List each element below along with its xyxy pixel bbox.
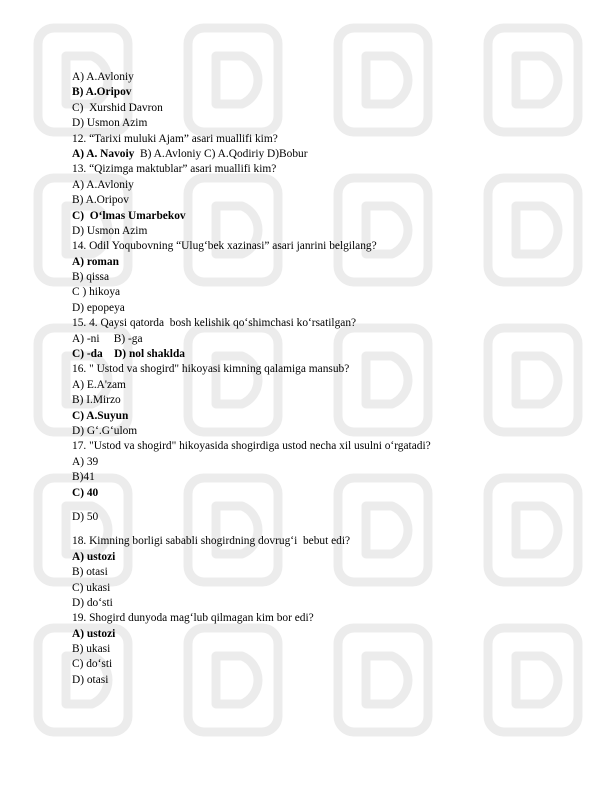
text-run: D) Usmon Azim bbox=[72, 224, 148, 237]
text-line bbox=[72, 627, 572, 642]
answer-text: A) ustozi bbox=[72, 627, 116, 640]
text-line bbox=[72, 347, 572, 362]
text-run: A) A.Avloniy bbox=[72, 71, 134, 83]
text-line bbox=[72, 424, 572, 439]
text-run: 13. “Qizimga maktublar” asari muallifi kim? bbox=[72, 163, 277, 176]
text-line bbox=[72, 657, 572, 672]
text-line bbox=[72, 470, 572, 485]
text-run: 15. 4. Qaysi qatorda bosh kelishik qo‘shimchasi ko‘rsatilgan? bbox=[72, 317, 357, 330]
text-run: A) 39 bbox=[72, 455, 99, 468]
text-run: B) otasi bbox=[72, 566, 108, 579]
answer-text: A) ustozi bbox=[72, 550, 116, 563]
answer-text: C) A.Suyun bbox=[72, 409, 129, 422]
text-line bbox=[72, 147, 572, 162]
text-run: 19. Shogird dunyoda mag‘lub qilmagan kim bor edi? bbox=[72, 612, 314, 625]
text-run: B) ukasi bbox=[72, 643, 111, 656]
text-line bbox=[72, 270, 572, 285]
text-run: D) G‘.G‘ulom bbox=[72, 424, 138, 437]
text-line bbox=[72, 534, 572, 549]
text-line bbox=[72, 673, 572, 688]
text-run: C) do‘sti bbox=[72, 658, 113, 671]
text-line bbox=[72, 611, 572, 626]
text-line bbox=[72, 486, 572, 501]
text-line bbox=[72, 116, 572, 131]
text-run: C) Xurshid Davron bbox=[72, 101, 163, 114]
text-run: D) 50 bbox=[72, 510, 99, 523]
text-run: A) -ni B) -ga bbox=[72, 332, 143, 345]
text-line bbox=[72, 550, 572, 565]
text-run: B) A.Avloniy C) A.Qodiriy D)Bobur bbox=[134, 147, 308, 160]
text-line bbox=[72, 439, 572, 454]
text-line bbox=[72, 362, 572, 377]
text-line bbox=[72, 393, 572, 408]
text-line bbox=[72, 178, 572, 193]
text-line bbox=[72, 378, 572, 393]
answer-text: C) O‘lmas Umarbekov bbox=[72, 209, 186, 222]
text-line bbox=[72, 301, 572, 316]
text-line bbox=[72, 85, 572, 100]
text-run: C ) hikoya bbox=[72, 286, 121, 299]
text-run: B) A.Oripov bbox=[72, 194, 129, 207]
text-line bbox=[72, 193, 572, 208]
text-line bbox=[72, 455, 572, 470]
text-run: B)41 bbox=[72, 471, 95, 484]
answer-text: A) roman bbox=[72, 255, 119, 268]
answer-text: C) 40 bbox=[72, 486, 99, 499]
text-line bbox=[72, 332, 572, 347]
text-line bbox=[72, 581, 572, 596]
text-line bbox=[72, 316, 572, 331]
answer-text: A) A. Navoiy bbox=[72, 147, 135, 160]
text-line bbox=[72, 642, 572, 657]
text-line bbox=[72, 596, 572, 611]
text-run: B) I.Mirzo bbox=[72, 394, 121, 407]
text-line bbox=[72, 239, 572, 254]
text-run: A) E.A'zam bbox=[72, 378, 126, 391]
text-line bbox=[72, 510, 572, 525]
text-run: A) A.Avloniy bbox=[72, 178, 134, 191]
text-run: D) epopeya bbox=[72, 301, 125, 314]
text-line bbox=[72, 162, 572, 177]
text-line bbox=[72, 101, 572, 116]
answer-text: B) A.Oripov bbox=[72, 86, 132, 99]
text-run: D) do‘sti bbox=[72, 596, 113, 609]
text-run: 17. "Ustod va shogird" hikoyasida shogirdiga ustod necha xil usulni o‘rgatadi? bbox=[72, 440, 431, 453]
document-body bbox=[72, 70, 572, 688]
text-line bbox=[72, 70, 572, 85]
text-run: C) ukasi bbox=[72, 581, 111, 594]
text-run: 16. " Ustod va shogird" hikoyasi kimning qalamiga mansub? bbox=[72, 363, 350, 376]
text-line bbox=[72, 409, 572, 424]
text-run: 14. Odil Yoqubovning “Ulug‘bek xazinasi” asari janrini belgilang? bbox=[72, 240, 377, 253]
text-line bbox=[72, 565, 572, 580]
text-run: 12. “Tarixi muluki Ajam” asari muallifi kim? bbox=[72, 132, 278, 145]
text-run: B) qissa bbox=[72, 271, 110, 284]
answer-text: C) -da D) nol shaklda bbox=[72, 348, 185, 361]
text-line bbox=[72, 209, 572, 224]
text-line bbox=[72, 285, 572, 300]
text-line bbox=[72, 132, 572, 147]
text-line bbox=[72, 255, 572, 270]
text-line bbox=[72, 224, 572, 239]
text-run: D) otasi bbox=[72, 673, 109, 686]
text-run: D) Usmon Azim bbox=[72, 117, 148, 130]
text-run: 18. Kimning borligi sababli shogirdning dovrug‘i bebut edi? bbox=[72, 535, 351, 548]
